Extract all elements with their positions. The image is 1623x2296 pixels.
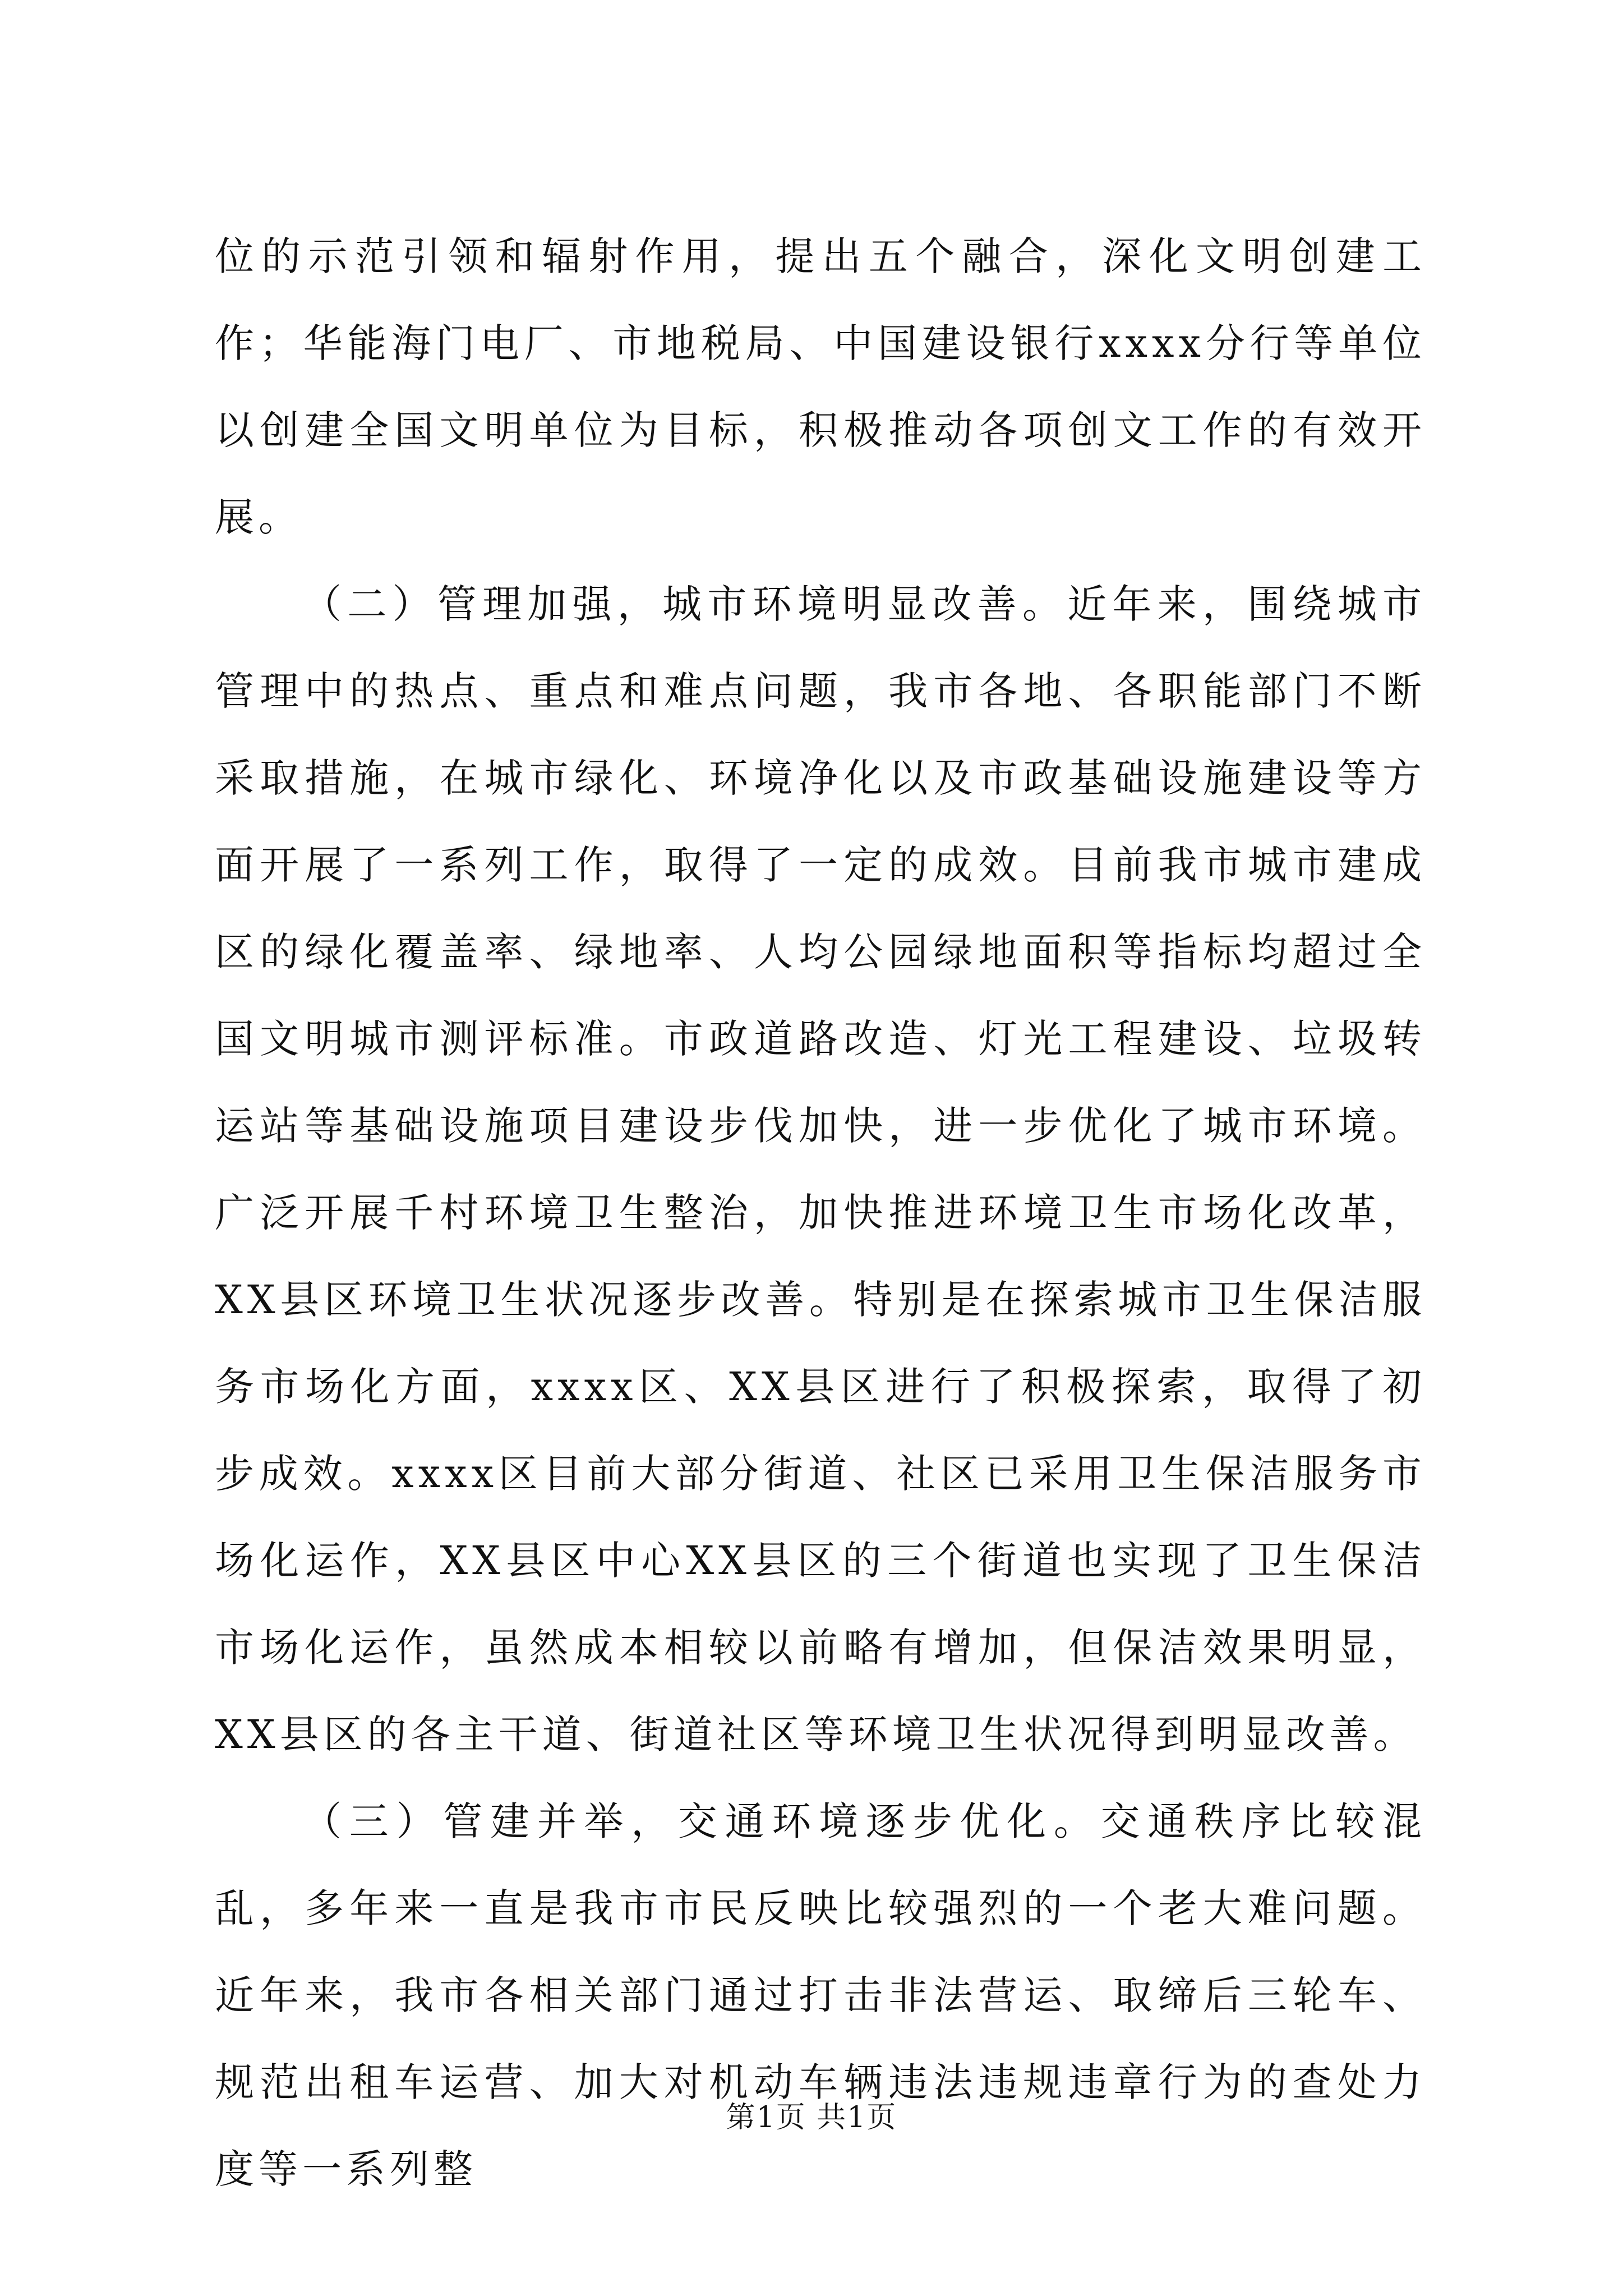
- paragraph-1: 位的示范引领和辐射作用，提出五个融合，深化文明创建工作；华能海门电厂、市地税局、中国建设银行xxxx分行等单位以创建全国文明单位为目标，积极推动各项创文工作的有效开展。: [215, 233, 1426, 540]
- document-body: [215, 213, 1426, 2213]
- page-footer: 第1页 共1页: [726, 2101, 897, 2134]
- paragraph-2: （二）管理加强，城市环境明显改善。近年来，围绕城市管理中的热点、重点和难点问题，我市各地、各职能部门不断采取措施，在城市绿化、环境净化以及市政基础设施建设等方面开展了一系列工作，取得了一定的成效。目前我市城市建成区的绿化覆盖率、绿地率、人均公园绿地面积等指标均超过全国文明城市测评标准。市政道路改造、灯光工程建设、垃圾转运站等基础设施项目建设步伐加快，进一步优化了城市环境。广泛开展千村环境卫生整治，加快推进环境卫生市场化改革，XX县区环境卫生状况逐步改善。特别是在探索城市卫生保洁服务市场化方面，xxxx区、XX县区进行了积极探索，取得了初步成效。xxxx区目前大部分街道、社区已采用卫生保洁服务市场化运作，XX县区中心XX县区的三个街道也实现了卫生保洁市场化运作，虽然成本相较以前略有增加，但保洁效果明显，XX县区的各主干道、街道社区等环境卫生状况得到明显改善。: [215, 581, 1426, 1757]
- paragraph-3: （三）管建并举，交通环境逐步优化。交通秩序比较混乱，多年来一直是我市市民反映比较强烈的一个老大难问题。近年来，我市各相关部门通过打击非法营运、取缔后三轮车、规范出租车运营、加大对机动车辆违法违规违章行为的查处力度等一系列整: [215, 1798, 1426, 2192]
